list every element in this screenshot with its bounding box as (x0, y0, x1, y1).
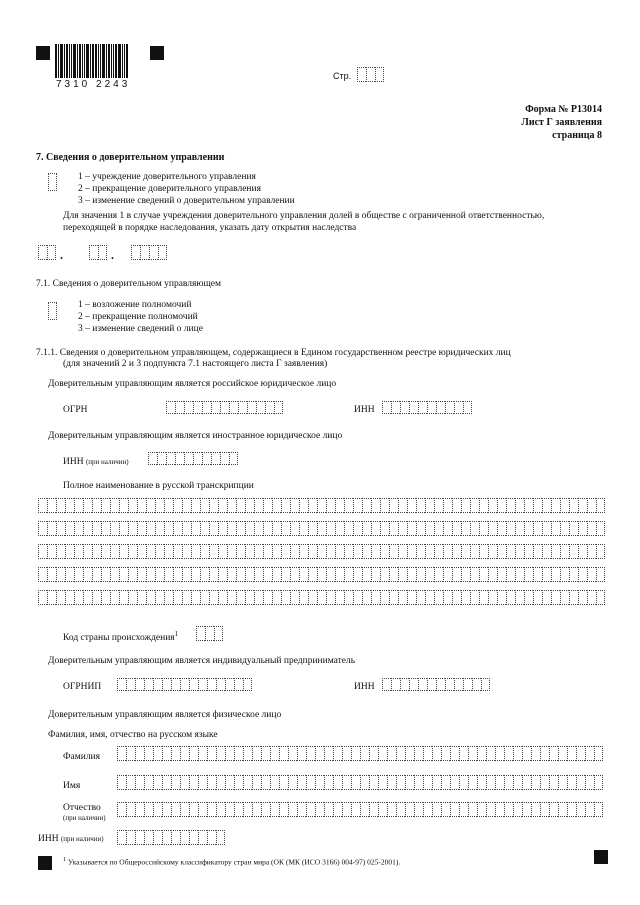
full-name-row-3[interactable] (38, 544, 605, 559)
russian-entity-label: Доверительным управляющим является российское юридическое лицо (48, 379, 337, 389)
form-number: Форма № Р13014 (525, 104, 602, 115)
section-71-option-2: 2 – прекращение полномочий (78, 312, 198, 322)
patronymic-boxes[interactable] (117, 802, 603, 817)
barcode-number: 7310 2243 (56, 79, 131, 90)
fio-label: Фамилия, имя, отчество на русском языке (48, 730, 218, 740)
patronymic-label: Отчество (63, 803, 101, 813)
full-name-row-4[interactable] (38, 567, 605, 582)
inn-foreign-boxes[interactable] (148, 452, 238, 465)
inheritance-date-year[interactable] (131, 245, 167, 260)
page-label-8: страница 8 (552, 130, 602, 141)
country-code-boxes[interactable] (196, 626, 223, 641)
foreign-entity-label: Доверительным управляющим является иностранное юридическое лицо (48, 431, 343, 441)
section-711-title-1: 7.1.1. Сведения о доверительном управляющем, содержащиеся в Едином государственном реестре юридических лиц (36, 348, 511, 358)
inheritance-date-month[interactable] (89, 245, 107, 260)
footnote: $^1$ Указывается по Общероссийскому классификатору стран мира (ОК (МК (ИСО 3166) 004-97) 025-2001). (63, 856, 401, 867)
inheritance-date-day[interactable] (38, 245, 56, 260)
corner-marker-top-left (36, 46, 50, 60)
section-71-choice-box[interactable] (48, 302, 57, 320)
page-number-boxes[interactable] (357, 67, 384, 82)
inn-person-boxes[interactable] (117, 830, 225, 845)
individual-label: Доверительным управляющим является физическое лицо (48, 710, 282, 720)
section-71-title: 7.1. Сведения о доверительном управляющем (36, 279, 222, 289)
full-name-row-1[interactable] (38, 498, 605, 513)
ogrn-boxes[interactable] (166, 401, 283, 414)
full-name-row-2[interactable] (38, 521, 605, 536)
inn-ip-boxes[interactable] (382, 678, 490, 691)
inn-label: ИНН (354, 405, 375, 415)
name-boxes[interactable] (117, 775, 603, 790)
ogrn-label: ОГРН (63, 405, 88, 415)
full-name-row-5[interactable] (38, 590, 605, 605)
section-7-option-3: 3 – изменение сведений о доверительном управлении (78, 196, 295, 206)
section-7-option-2: 2 – прекращение доверительного управления (78, 184, 261, 194)
corner-marker-bottom-left (38, 856, 52, 870)
surname-boxes[interactable] (117, 746, 603, 761)
section-7-option-1: 1 – учреждение доверительного управления (78, 172, 256, 182)
patronymic-small: (при наличии) (63, 814, 106, 822)
section-71-option-1: 1 – возложение полномочий (78, 300, 192, 310)
inn-foreign-label: ИНН (при наличии) (63, 457, 129, 467)
entrepreneur-label: Доверительным управляющим является индивидуальный предприниматель (48, 656, 356, 666)
ogrnip-boxes[interactable] (117, 678, 252, 691)
section-7-choice-box[interactable] (48, 173, 57, 191)
corner-marker-top-right (150, 46, 164, 60)
section-71-option-3: 3 – изменение сведений о лице (78, 324, 203, 334)
ogrnip-label: ОГРНИП (63, 682, 102, 692)
section-7-note-line-2: переходящей в порядке наследования, указать дату открытия наследства (63, 223, 357, 233)
section-711-title-2: (для значений 2 и 3 подпункта 7.1 настоящего листа Г заявления) (63, 359, 328, 369)
inn-person-label: ИНН (при наличии) (38, 834, 104, 844)
section-7-title: 7. Сведения о доверительном управлении (36, 152, 225, 163)
barcode (55, 44, 135, 78)
inn-ip-label: ИНН (354, 682, 375, 692)
name-label: Имя (63, 781, 81, 791)
section-7-note-line-1: Для значения 1 в случае учреждения доверительного управления долей в обществе с ограниченной ответственностью, (63, 211, 545, 221)
page-label: Стр. (333, 71, 352, 81)
corner-marker-bottom-right (594, 850, 608, 864)
sheet-label: Лист Г заявления (521, 117, 602, 128)
country-code-label: Код страны происхождения$^1$ (63, 630, 179, 644)
inn-boxes[interactable] (382, 401, 472, 414)
surname-label: Фамилия (63, 752, 101, 762)
full-name-label: Полное наименование в русской транскрипции (63, 481, 254, 491)
